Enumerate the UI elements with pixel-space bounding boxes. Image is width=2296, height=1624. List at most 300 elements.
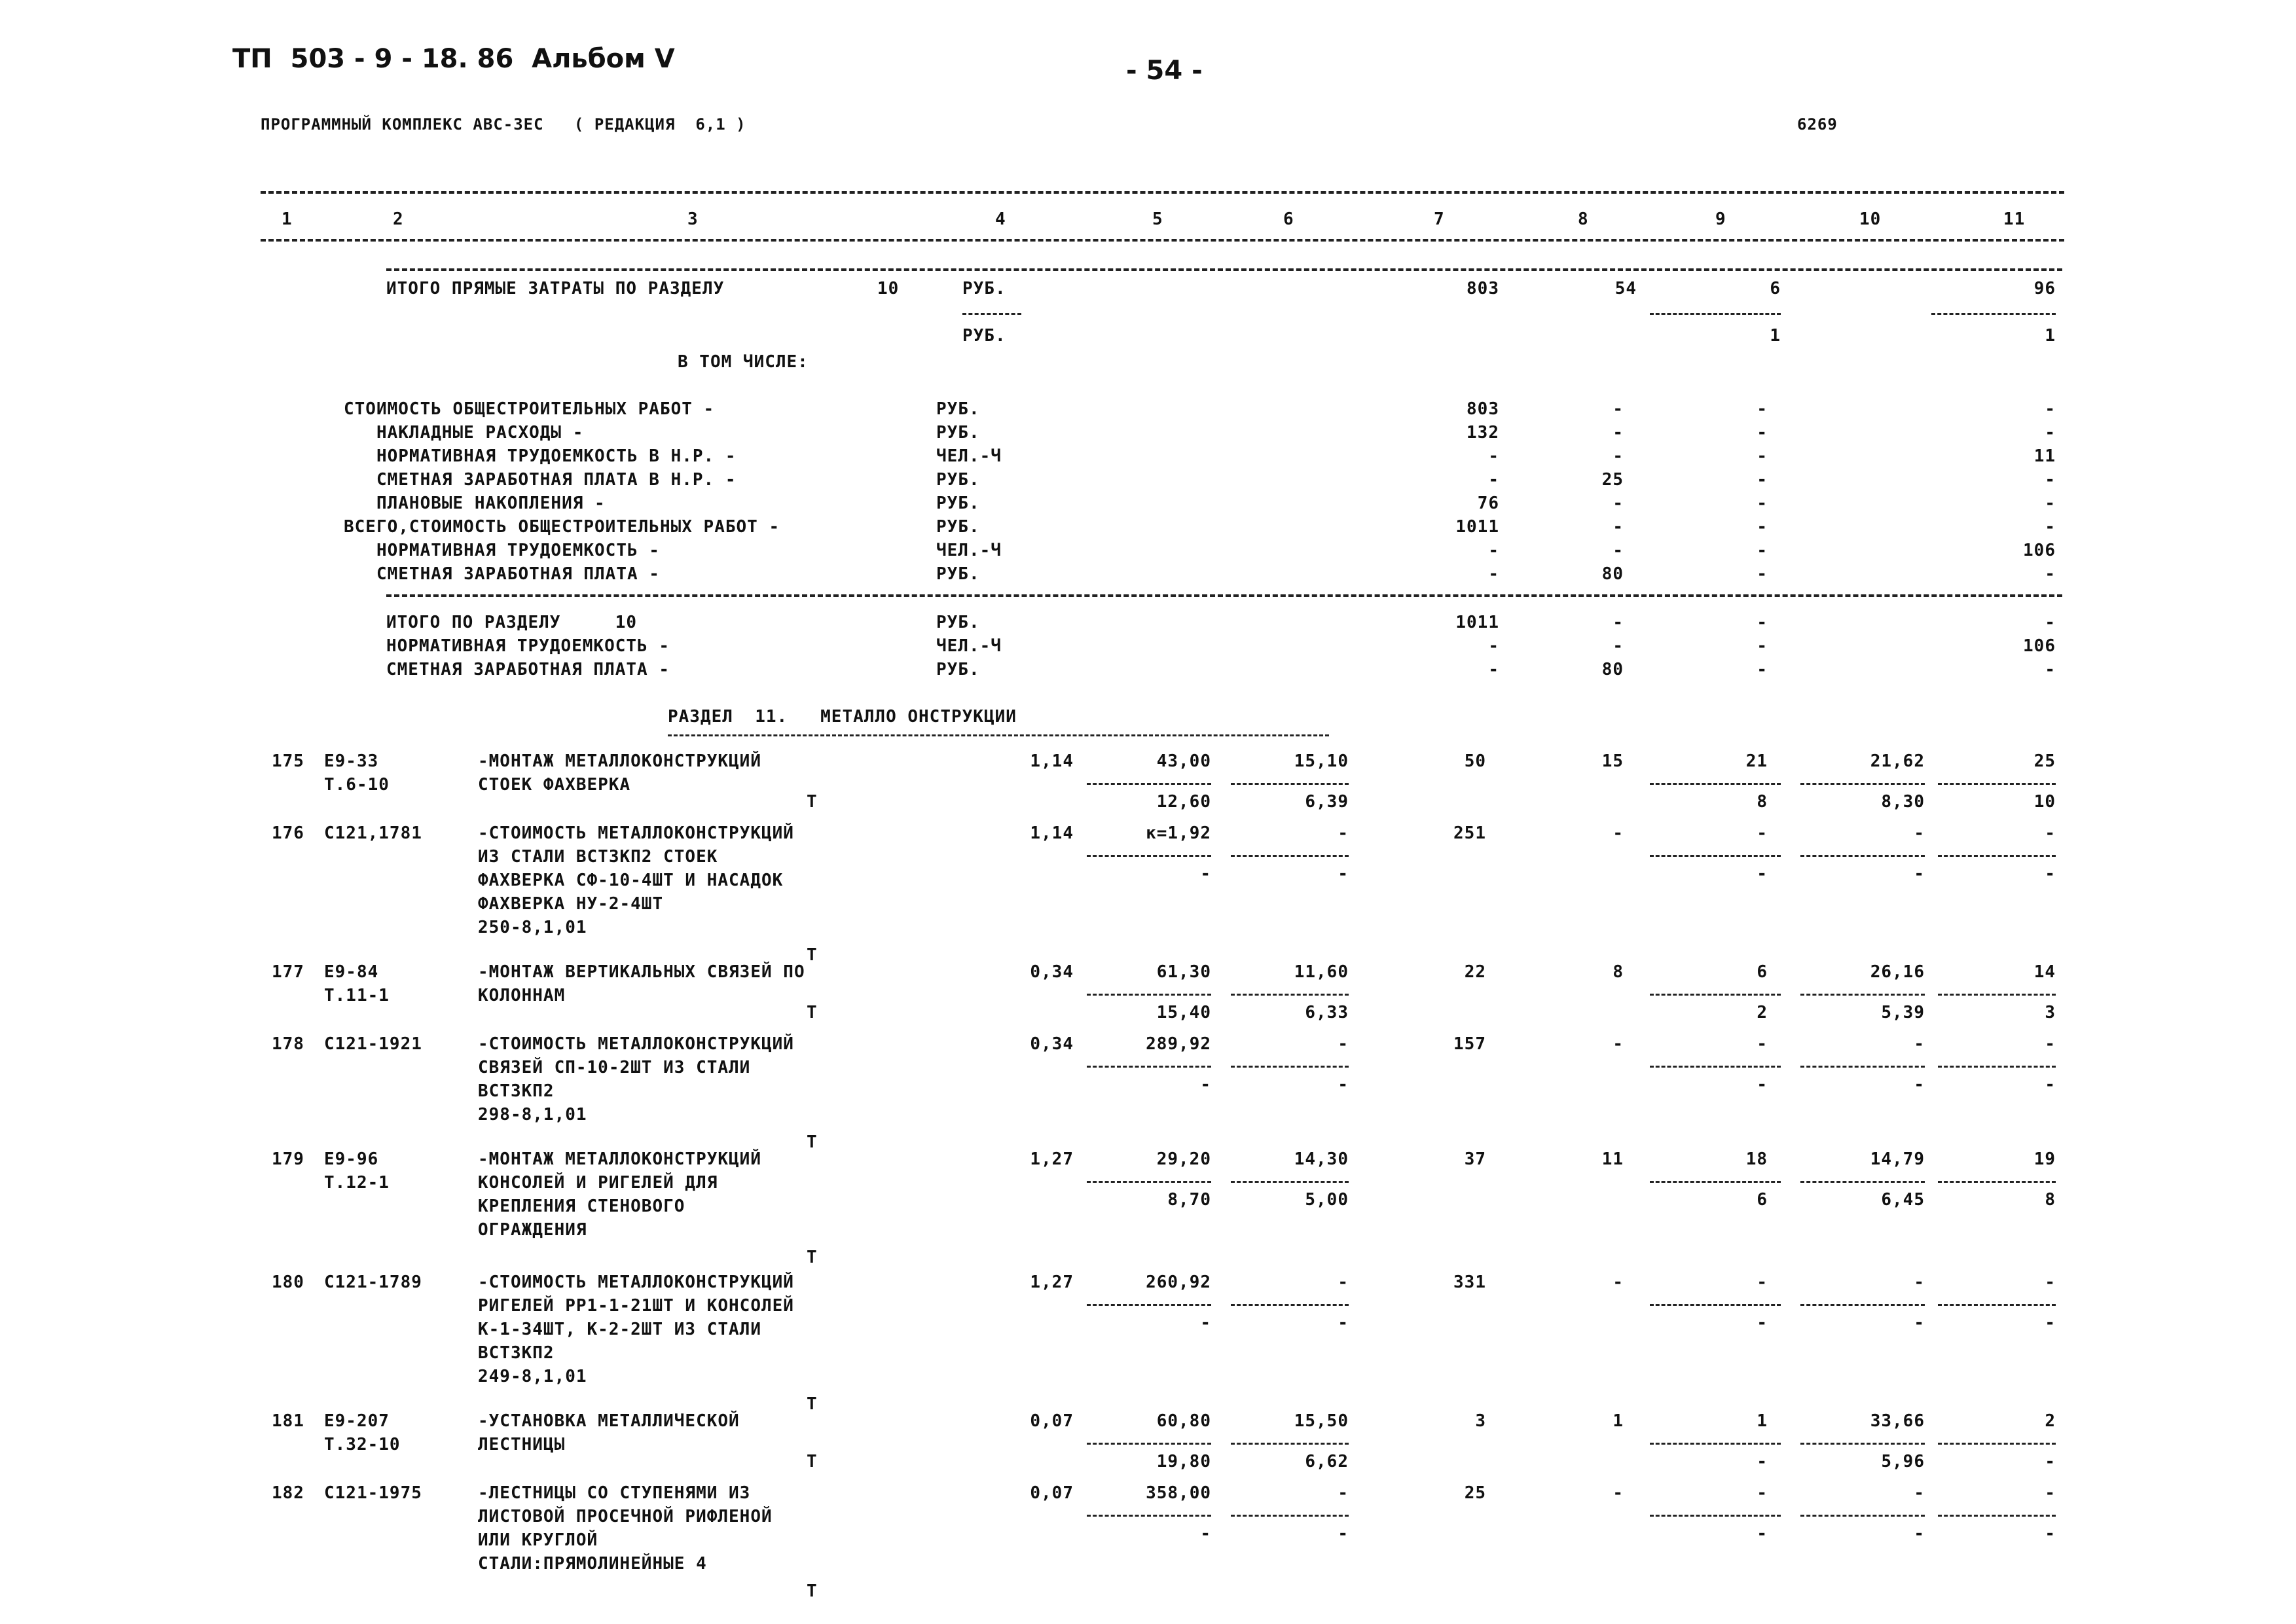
item-rule-c9 (1650, 1181, 1781, 1183)
breakdown-c7: 76 (1477, 494, 1499, 513)
item-description-line: ИЛИ КРУГЛОЙ (478, 1530, 598, 1550)
item-unit-wage-b: 6,39 (1305, 792, 1349, 812)
breakdown-label: СТОИМОСТЬ ОБЩЕСТРОИТЕЛЬНЫХ РАБОТ - (344, 399, 715, 419)
item-unit-wage: - (1338, 1272, 1349, 1292)
column-number-6: 6 (1283, 209, 1294, 229)
item-rule-c11 (1938, 994, 2056, 996)
item-unit-cost: 60,80 (1156, 1411, 1211, 1431)
total-unit: ЧЕЛ.-Ч (936, 636, 1002, 656)
item-c9-b: - (1757, 864, 1768, 884)
breakdown-c8: 80 (1601, 564, 1624, 584)
item-c10-b: - (1914, 1313, 1925, 1333)
total-label: НОРМАТИВНАЯ ТРУДОЕМКОСТЬ - (386, 636, 670, 656)
column-number-4: 4 (995, 209, 1006, 229)
breakdown-c9: - (1757, 470, 1768, 490)
item-description-line: -МОНТАЖ ВЕРТИКАЛЬНЫХ СВЯЗЕЙ ПО (478, 962, 805, 982)
breakdown-c11: - (2045, 399, 2056, 419)
item-unit-cost: 260,92 (1146, 1272, 1211, 1292)
item-total-cost: 22 (1464, 962, 1486, 982)
total-c8: 80 (1601, 660, 1624, 679)
item-c11-b: 10 (2033, 792, 2056, 812)
breakdown-c9: - (1757, 517, 1768, 537)
item-quantity: 1,14 (1030, 823, 1074, 843)
item-total-wage: - (1613, 1272, 1624, 1292)
item-description-line: К-1-34ШТ, К-2-2ШТ ИЗ СТАЛИ (478, 1320, 761, 1339)
item-c9-b: 2 (1757, 1003, 1768, 1022)
total-unit: РУБ. (936, 613, 980, 632)
item-unit-cost: к=1,92 (1146, 823, 1211, 843)
breakdown-c8: - (1613, 517, 1624, 537)
item-rule-c6 (1231, 855, 1349, 857)
item-number: 176 (272, 823, 304, 843)
item-rule-c10 (1800, 1181, 1925, 1183)
item-code: С121,1781 (324, 823, 422, 843)
section11-title: РАЗДЕЛ 11. МЕТАЛЛО ОНСТРУКЦИИ (668, 707, 1017, 727)
item-unit-cost-b: 19,80 (1156, 1452, 1211, 1471)
breakdown-label: СМЕТНАЯ ЗАРАБОТНАЯ ПЛАТА - (344, 564, 660, 584)
total-c9: - (1757, 660, 1768, 679)
item-total-cost: 50 (1464, 751, 1486, 771)
item-unit-wage-b: 5,00 (1305, 1190, 1349, 1210)
item-rule-c10 (1800, 783, 1925, 785)
item-rule-c6 (1231, 783, 1349, 785)
item-t-marker: Т (807, 1394, 818, 1414)
column-number-1: 1 (282, 209, 293, 229)
item-c10-b: 6,45 (1881, 1190, 1925, 1210)
total-c9: - (1757, 636, 1768, 656)
header-rule-bottom (261, 239, 2064, 242)
item-code: С121-1921 (324, 1034, 422, 1054)
item-c10-b: 5,96 (1881, 1452, 1925, 1471)
item-c11: 14 (2033, 962, 2056, 982)
item-c10: - (1914, 1034, 1925, 1054)
item-description-line: ВСТ3КП2 (478, 1081, 555, 1101)
item-rule-c11 (1938, 783, 2056, 785)
breakdown-unit: РУБ. (936, 423, 980, 442)
item-c9: 6 (1757, 962, 1768, 982)
item-rule-c9 (1650, 994, 1781, 996)
item-description-line: -СТОИМОСТЬ МЕТАЛЛОКОНСТРУКЦИЙ (478, 1034, 794, 1054)
item-quantity: 1,27 (1030, 1149, 1074, 1169)
total-unit: РУБ. (936, 660, 980, 679)
item-c9-b: - (1757, 1075, 1768, 1094)
breakdown-c11: - (2045, 564, 2056, 584)
item-description-line: ВСТ3КП2 (478, 1343, 555, 1363)
breakdown-c9: - (1757, 446, 1768, 466)
in-that-number: В ТОМ ЧИСЛЕ: (678, 352, 809, 372)
section10-c7: 803 (1467, 279, 1499, 298)
item-code: С121-1975 (324, 1483, 422, 1503)
item-c10: - (1914, 1483, 1925, 1503)
item-c9: - (1757, 1272, 1768, 1292)
item-number: 179 (272, 1149, 304, 1169)
section11-title-rule (668, 734, 1329, 736)
item-c11: - (2045, 1483, 2056, 1503)
c11-rule (1931, 313, 2056, 315)
item-c9: - (1757, 823, 1768, 843)
column-number-11: 11 (2003, 209, 2026, 229)
item-rule-c9 (1650, 1304, 1781, 1306)
breakdown-c11: - (2045, 517, 2056, 537)
item-total-cost: 251 (1453, 823, 1486, 843)
item-rule-c6 (1231, 1515, 1349, 1517)
item-c11: 19 (2033, 1149, 2056, 1169)
total-c8: - (1613, 636, 1624, 656)
item-c11-b: - (2045, 1313, 2056, 1333)
item-rule-c5 (1087, 1443, 1211, 1445)
item-unit-wage: 15,50 (1294, 1411, 1349, 1431)
item-quantity: 0,34 (1030, 1034, 1074, 1054)
item-c10: 33,66 (1870, 1411, 1925, 1431)
item-rule-c5 (1087, 1515, 1211, 1517)
breakdown-unit: ЧЕЛ.-Ч (936, 541, 1002, 560)
item-c10: 26,16 (1870, 962, 1925, 982)
item-total-wage: 8 (1613, 962, 1624, 982)
item-c9-b: - (1757, 1313, 1768, 1333)
item-subcode: Т.32-10 (324, 1435, 401, 1454)
item-rule-c5 (1087, 1304, 1211, 1306)
item-description-line: -СТОИМОСТЬ МЕТАЛЛОКОНСТРУКЦИЙ (478, 1272, 794, 1292)
item-number: 181 (272, 1411, 304, 1431)
item-c10-b: - (1914, 1524, 1925, 1543)
item-quantity: 1,14 (1030, 751, 1074, 771)
column-number-2: 2 (393, 209, 404, 229)
item-total-wage: 11 (1601, 1149, 1624, 1169)
breakdown-unit: РУБ. (936, 494, 980, 513)
breakdown-c9: - (1757, 399, 1768, 419)
item-rule-c6 (1231, 1066, 1349, 1068)
breakdown-c7: 803 (1467, 399, 1499, 419)
item-description-line: -УСТАНОВКА МЕТАЛЛИЧЕСКОЙ (478, 1411, 740, 1431)
column-number-9: 9 (1715, 209, 1726, 229)
item-t-marker: Т (807, 1581, 818, 1601)
section10-totals-rule (386, 594, 2062, 597)
item-total-cost: 25 (1464, 1483, 1486, 1503)
item-rule-c11 (1938, 1181, 2056, 1183)
item-unit-cost: 289,92 (1146, 1034, 1211, 1054)
section10-unit-b: РУБ. (962, 326, 1006, 346)
item-description-line: КОЛОННАМ (478, 986, 566, 1005)
breakdown-label: НОРМАТИВНАЯ ТРУДОЕМКОСТЬ В Н.Р. - (344, 446, 737, 466)
breakdown-unit: РУБ. (936, 470, 980, 490)
column-number-7: 7 (1434, 209, 1445, 229)
item-code: С121-1789 (324, 1272, 422, 1292)
item-rule-c5 (1087, 783, 1211, 785)
item-c10-b: - (1914, 1075, 1925, 1094)
item-unit-wage-b: 6,33 (1305, 1003, 1349, 1022)
item-c10: - (1914, 1272, 1925, 1292)
item-c9-b: 6 (1757, 1190, 1768, 1210)
program-title: ПРОГРАММНЫЙ КОМПЛЕКС АВС-3ЕС ( РЕДАКЦИЯ 6,1 ) (261, 115, 746, 134)
item-rule-c9 (1650, 783, 1781, 785)
item-description-line: КОНСОЛЕЙ И РИГЕЛЕЙ ДЛЯ (478, 1173, 718, 1193)
item-t-marker: Т (807, 945, 818, 965)
total-c11: 106 (2023, 636, 2056, 656)
breakdown-label: ПЛАНОВЫЕ НАКОПЛЕНИЯ - (344, 494, 606, 513)
item-total-cost: 37 (1464, 1149, 1486, 1169)
column-number-8: 8 (1578, 209, 1589, 229)
item-c10-b: 8,30 (1881, 792, 1925, 812)
item-unit-wage-b: - (1338, 864, 1349, 884)
item-total-wage: - (1613, 1483, 1624, 1503)
item-description-line: -МОНТАЖ МЕТАЛЛОКОНСТРУКЦИЙ (478, 751, 761, 771)
item-c11-b: - (2045, 864, 2056, 884)
breakdown-label: ВСЕГО,СТОИМОСТЬ ОБЩЕСТРОИТЕЛЬНЫХ РАБОТ - (344, 517, 780, 537)
item-rule-c5 (1087, 855, 1211, 857)
item-c11-b: 3 (2045, 1003, 2056, 1022)
item-unit-cost-b: - (1200, 864, 1211, 884)
item-total-wage: - (1613, 1034, 1624, 1054)
item-unit-wage: - (1338, 1034, 1349, 1054)
item-rule-c11 (1938, 855, 2056, 857)
item-description-line: -МОНТАЖ МЕТАЛЛОКОНСТРУКЦИЙ (478, 1149, 761, 1169)
item-number: 177 (272, 962, 304, 982)
item-unit-cost: 29,20 (1156, 1149, 1211, 1169)
item-c11: - (2045, 1272, 2056, 1292)
item-c10-b: 5,39 (1881, 1003, 1925, 1022)
item-unit-cost: 61,30 (1156, 962, 1211, 982)
item-c9-b: - (1757, 1452, 1768, 1471)
total-label: ИТОГО ПО РАЗДЕЛУ 10 (386, 613, 638, 632)
item-description-line: 250-8,1,01 (478, 918, 587, 937)
item-c9: 21 (1745, 751, 1768, 771)
item-rule-c9 (1650, 1515, 1781, 1517)
item-unit-wage-b: - (1338, 1524, 1349, 1543)
unit-rule (962, 313, 1021, 315)
item-total-wage: 1 (1613, 1411, 1624, 1431)
item-rule-c5 (1087, 1066, 1211, 1068)
item-rule-c5 (1087, 1181, 1211, 1183)
item-rule-c11 (1938, 1066, 2056, 1068)
breakdown-c7: - (1488, 446, 1499, 466)
item-rule-c10 (1800, 1066, 1925, 1068)
breakdown-c9: - (1757, 564, 1768, 584)
column-number-5: 5 (1152, 209, 1163, 229)
breakdown-c7: - (1488, 564, 1499, 584)
item-c9-b: 8 (1757, 792, 1768, 812)
breakdown-c11: - (2045, 423, 2056, 442)
page-number: - 54 - (1126, 56, 1203, 86)
item-c11: - (2045, 823, 2056, 843)
item-c10: 14,79 (1870, 1149, 1925, 1169)
item-rule-c5 (1087, 994, 1211, 996)
item-description-line: ЛЕСТНИЦЫ (478, 1435, 566, 1454)
item-rule-c6 (1231, 1181, 1349, 1183)
breakdown-label: СМЕТНАЯ ЗАРАБОТНАЯ ПЛАТА В Н.Р. - (344, 470, 737, 490)
breakdown-c7: 132 (1467, 423, 1499, 442)
item-rule-c10 (1800, 1515, 1925, 1517)
item-unit-wage-b: - (1338, 1313, 1349, 1333)
item-quantity: 0,07 (1030, 1411, 1074, 1431)
item-total-wage: 15 (1601, 751, 1624, 771)
item-number: 178 (272, 1034, 304, 1054)
breakdown-c11: 11 (2033, 446, 2056, 466)
item-description-line: -ЛЕСТНИЦЫ СО СТУПЕНЯМИ ИЗ (478, 1483, 751, 1503)
item-t-marker: Т (807, 792, 818, 812)
item-number: 180 (272, 1272, 304, 1292)
item-c11-b: - (2045, 1452, 2056, 1471)
item-c10-b: - (1914, 864, 1925, 884)
c9-rule (1650, 313, 1781, 315)
breakdown-c7: - (1488, 470, 1499, 490)
item-code: Е9-84 (324, 962, 379, 982)
item-t-marker: Т (807, 1248, 818, 1267)
item-total-wage: - (1613, 823, 1624, 843)
breakdown-c8: - (1613, 423, 1624, 442)
item-c9: 18 (1745, 1149, 1768, 1169)
item-unit-wage-b: 6,62 (1305, 1452, 1349, 1471)
item-rule-c9 (1650, 1443, 1781, 1445)
item-description-line: РИГЕЛЕЙ РР1-1-21ШТ И КОНСОЛЕЙ (478, 1296, 794, 1316)
item-c9: - (1757, 1034, 1768, 1054)
section10-c11b: 1 (2045, 326, 2056, 346)
document-code: 6269 (1797, 115, 1838, 134)
item-number: 175 (272, 751, 304, 771)
column-number-3: 3 (687, 209, 699, 229)
breakdown-c8: 25 (1601, 470, 1624, 490)
column-number-10: 10 (1859, 209, 1882, 229)
total-c7: 1011 (1455, 613, 1499, 632)
item-t-marker: Т (807, 1452, 818, 1471)
item-unit-cost-b: 8,70 (1167, 1190, 1211, 1210)
item-t-marker: Т (807, 1132, 818, 1152)
item-description-line: ФАХВЕРКА СФ-10-4ШТ И НАСАДОК (478, 871, 784, 890)
item-code: Е9-96 (324, 1149, 379, 1169)
section10-number: 10 (877, 279, 900, 298)
item-unit-cost-b: - (1200, 1524, 1211, 1543)
total-c7: - (1488, 636, 1499, 656)
item-description-line: -СТОИМОСТЬ МЕТАЛЛОКОНСТРУКЦИЙ (478, 823, 794, 843)
item-unit-cost-b: - (1200, 1075, 1211, 1094)
item-description-line: СТАЛИ:ПРЯМОЛИНЕЙНЫЕ 4 (478, 1554, 707, 1574)
item-rule-c6 (1231, 1443, 1349, 1445)
item-rule-c10 (1800, 1304, 1925, 1306)
breakdown-c7: 1011 (1455, 517, 1499, 537)
breakdown-c7: - (1488, 541, 1499, 560)
breakdown-unit: РУБ. (936, 517, 980, 537)
total-c7: - (1488, 660, 1499, 679)
item-description-line: СТОЕК ФАХВЕРКА (478, 775, 631, 795)
item-unit-wage-b: - (1338, 1075, 1349, 1094)
item-rule-c6 (1231, 1304, 1349, 1306)
breakdown-label: НАКЛАДНЫЕ РАСХОДЫ - (344, 423, 584, 442)
item-c11-b: - (2045, 1524, 2056, 1543)
section10-c8: 54 (1614, 279, 1637, 298)
item-rule-c11 (1938, 1304, 2056, 1306)
item-description-line: КРЕПЛЕНИЯ СТЕНОВОГО (478, 1197, 685, 1216)
item-rule-c10 (1800, 994, 1925, 996)
item-unit-wage: - (1338, 1483, 1349, 1503)
breakdown-c8: - (1613, 399, 1624, 419)
item-c11-b: - (2045, 1075, 2056, 1094)
total-label: СМЕТНАЯ ЗАРАБОТНАЯ ПЛАТА - (386, 660, 670, 679)
breakdown-c8: - (1613, 541, 1624, 560)
item-subcode: Т.12-1 (324, 1173, 390, 1193)
item-description-line: ЛИСТОВОЙ ПРОСЕЧНОЙ РИФЛЕНОЙ (478, 1507, 773, 1526)
section10-c9b: 1 (1770, 326, 1781, 346)
item-c9: 1 (1757, 1411, 1768, 1431)
breakdown-c9: - (1757, 494, 1768, 513)
item-description-line: 298-8,1,01 (478, 1105, 587, 1125)
breakdown-c11: - (2045, 470, 2056, 490)
item-description-line: ФАХВЕРКА НУ-2-4ШТ (478, 894, 664, 914)
item-unit-cost: 43,00 (1156, 751, 1211, 771)
item-subcode: Т.6-10 (324, 775, 390, 795)
breakdown-unit: РУБ. (936, 399, 980, 419)
item-rule-c10 (1800, 855, 1925, 857)
breakdown-unit: ЧЕЛ.-Ч (936, 446, 1002, 466)
item-unit-cost-b: 15,40 (1156, 1003, 1211, 1022)
breakdown-unit: РУБ. (936, 564, 980, 584)
item-unit-wage: 15,10 (1294, 751, 1349, 771)
item-quantity: 0,07 (1030, 1483, 1074, 1503)
item-rule-c9 (1650, 1066, 1781, 1068)
item-number: 182 (272, 1483, 304, 1503)
breakdown-c11: - (2045, 494, 2056, 513)
item-rule-c11 (1938, 1515, 2056, 1517)
item-quantity: 1,27 (1030, 1272, 1074, 1292)
item-c10: 21,62 (1870, 751, 1925, 771)
section10-c11: 96 (2033, 279, 2056, 298)
item-quantity: 0,34 (1030, 962, 1074, 982)
item-subcode: Т.11-1 (324, 986, 390, 1005)
item-t-marker: Т (807, 1003, 818, 1022)
item-description-line: ИЗ СТАЛИ ВСТ3КП2 СТОЕК (478, 847, 718, 867)
item-unit-wage: 11,60 (1294, 962, 1349, 982)
item-description-line: 249-8,1,01 (478, 1367, 587, 1386)
item-code: Е9-207 (324, 1411, 390, 1431)
breakdown-c9: - (1757, 423, 1768, 442)
item-unit-cost-b: 12,60 (1156, 792, 1211, 812)
item-unit-cost: 358,00 (1146, 1483, 1211, 1503)
breakdown-label: НОРМАТИВНАЯ ТРУДОЕМКОСТЬ - (344, 541, 660, 560)
item-c9-b: - (1757, 1524, 1768, 1543)
section10-rule (386, 268, 2062, 271)
breakdown-c8: - (1613, 494, 1624, 513)
section10-total-label: ИТОГО ПРЯМЫЕ ЗАТРАТЫ ПО РАЗДЕЛУ (386, 279, 725, 298)
item-total-cost: 157 (1453, 1034, 1486, 1054)
item-rule-c11 (1938, 1443, 2056, 1445)
breakdown-c8: - (1613, 446, 1624, 466)
total-c8: - (1613, 613, 1624, 632)
item-c11: 2 (2045, 1411, 2056, 1431)
item-c9: - (1757, 1483, 1768, 1503)
item-c11: - (2045, 1034, 2056, 1054)
breakdown-c9: - (1757, 541, 1768, 560)
item-c11-b: 8 (2045, 1190, 2056, 1210)
item-rule-c10 (1800, 1443, 1925, 1445)
item-unit-wage: 14,30 (1294, 1149, 1349, 1169)
total-c11: - (2045, 613, 2056, 632)
doc-code: ТП 503 - 9 - 18. 86 Альбом V (232, 44, 675, 74)
item-c11: 25 (2033, 751, 2056, 771)
breakdown-c11: 106 (2023, 541, 2056, 560)
item-rule-c6 (1231, 994, 1349, 996)
item-rule-c9 (1650, 855, 1781, 857)
header-rule-top (261, 191, 2064, 194)
item-unit-wage: - (1338, 823, 1349, 843)
item-description-line: СВЯЗЕЙ СП-10-2ШТ ИЗ СТАЛИ (478, 1058, 751, 1077)
section10-c9: 6 (1770, 279, 1781, 298)
item-description-line: ОГРАЖДЕНИЯ (478, 1220, 587, 1240)
item-code: Е9-33 (324, 751, 379, 771)
section10-unit: РУБ. (962, 279, 1006, 298)
item-total-cost: 3 (1475, 1411, 1486, 1431)
total-c9: - (1757, 613, 1768, 632)
item-total-cost: 331 (1453, 1272, 1486, 1292)
item-unit-cost-b: - (1200, 1313, 1211, 1333)
item-c10: - (1914, 823, 1925, 843)
